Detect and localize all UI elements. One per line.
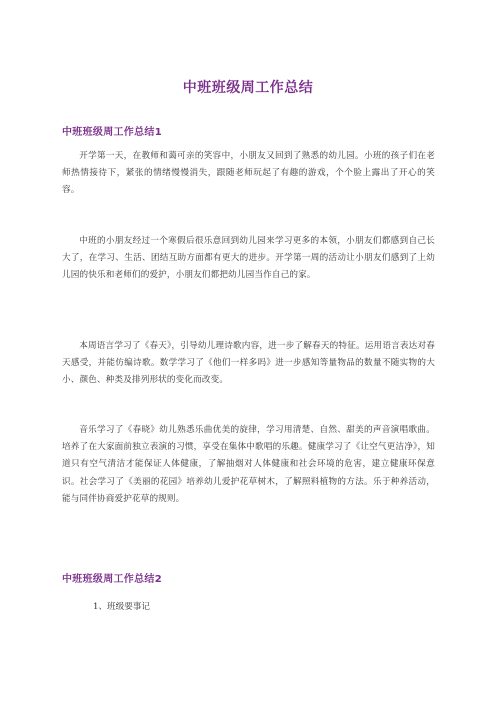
- list-item: 1、班级要事记: [93, 602, 151, 612]
- section-heading-1: 中班班级周工作总结1: [62, 127, 162, 138]
- document-title: 中班班级周工作总结: [182, 80, 314, 96]
- paragraph-1: 开学第一天，在教师和蔼可亲的笑容中，小朋友又回到了熟悉的幼儿园。小班的孩子们在老师热情接待下，紧张的情绪慢慢消失，跟随老师玩起了有趣的游戏，个个脸上露出了开心的笑容。: [62, 151, 435, 196]
- paragraph-3: 本周语言学习了《春天》，引导幼儿理诗歌内容，进一步了解春天的特征。运用语言表达对春天感受，并能仿编诗歌。数学学习了《他们一样多吗》进一步感知等量物品的数量不随实物的大小、颜色、种类及排列形状的变化而改变。: [62, 341, 435, 386]
- section-heading-2: 中班班级周工作总结2: [62, 574, 162, 585]
- paragraph-2: 中班的小朋友经过一个寒假后很乐意回到幼儿园来学习更多的本领，小朋友们都感到自己长大了，在学习、生活、团结互助方面都有更大的进步。开学第一周的活动让小朋友们感到了上幼儿园的快乐和老师们的爱护，小朋友们都把幼儿园当作自己的家。: [62, 236, 435, 281]
- paragraph-4: 音乐学习了《春晓》幼儿熟悉乐曲优美的旋律，学习用清楚、自然、甜美的声音演唱歌曲。培养了在大家面前独立表演的习惯，享受在集体中歌唱的乐趣。健康学习了《让空气更洁净》，知道只有空气清洁才能保证人体健康，了解抽烟对人体健康和社会环境的危害，建立健康环保意识。社会学习了《美丽的花园》培养幼儿爱护花草树木，了解照料植物的方法。乐于种养活动，能与同伴协商爱护花草的规则。: [62, 425, 435, 504]
